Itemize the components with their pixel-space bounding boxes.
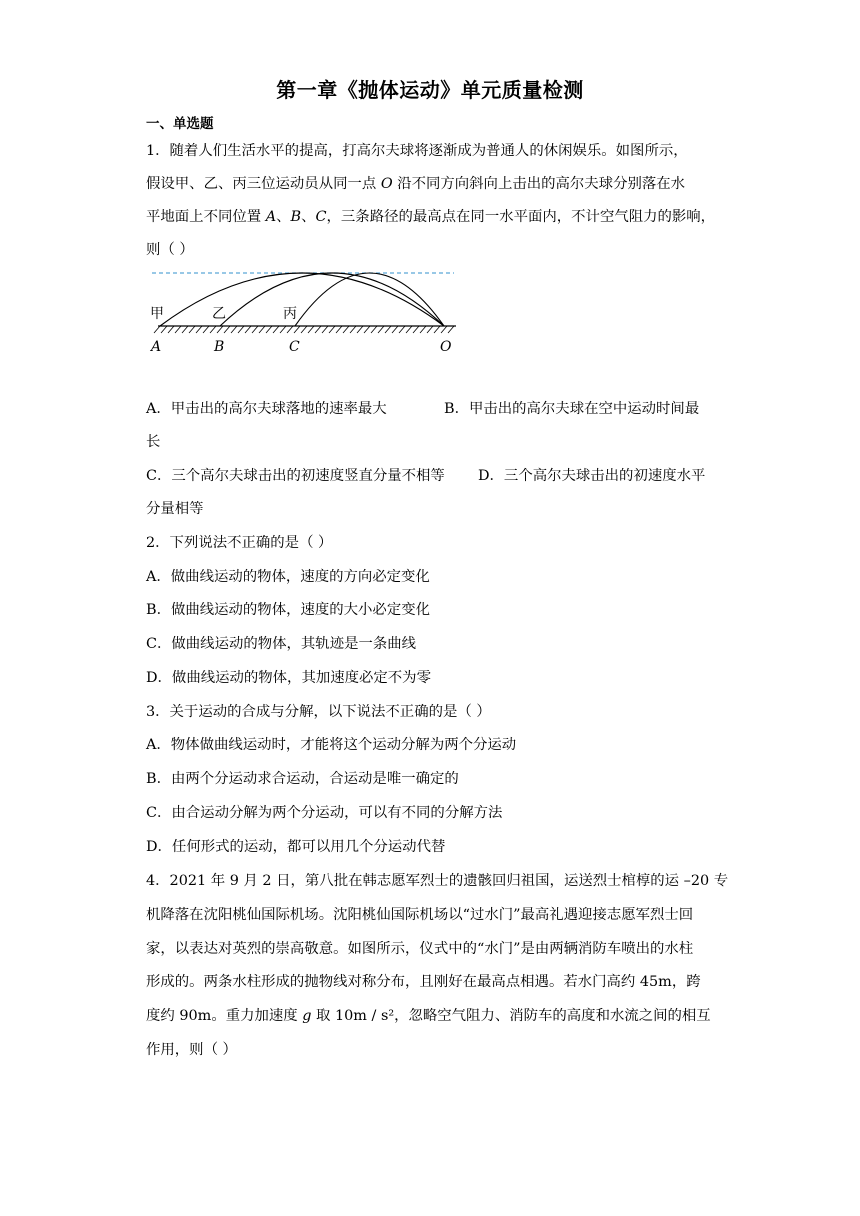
q2-stem: 2．下列说法不正确的是（ ） xyxy=(146,535,333,551)
q1-line-4: 则（ ） xyxy=(146,242,194,258)
point-variable: C xyxy=(315,209,327,225)
q1-option-c: C．三个高尔夫球击出的初速度竖直分量不相等 xyxy=(146,468,445,484)
q4-line-2: 机降落在沈阳桃仙国际机场。沈阳桃仙国际机场以“过水门”最高礼遇迎接志愿军烈士回 xyxy=(146,907,694,923)
q1-text: ，三条路径的最高点在同一水平面内，不计空气阻力的影响， xyxy=(326,209,716,225)
q3-option-d: D．任何形式的运动，都可以用几个分运动代替 xyxy=(146,839,446,855)
label-point-o: O xyxy=(440,339,452,355)
q4-line-3: 家，以表达对英烈的崇高敬意。如图所示，仪式中的“水门”是由两辆消防车喷出的水柱 xyxy=(146,941,694,957)
q2-option-c: C．做曲线运动的物体，其轨迹是一条曲线 xyxy=(146,636,417,652)
q1-line-1: 1．随着人们生活水平的提高，打高尔夫球将逐渐成为普通人的休闲娱乐。如图所示， xyxy=(146,143,688,159)
q1-text: 沿不同方向斜向上击出的高尔夫球分别落在水 xyxy=(392,176,686,192)
q1-option-b: B．甲击出的高尔夫球在空中运动时间最 xyxy=(444,401,700,417)
q4-line-6: 作用，则（ ） xyxy=(146,1042,237,1058)
label-bing: 丙 xyxy=(283,306,297,322)
q4-line-4: 形成的。两条水柱形成的抛物线对称分布，且刚好在最高点相遇。若水门高约 45m，跨 xyxy=(146,974,701,990)
q3-stem: 3．关于运动的合成与分解，以下说法不正确的是（ ） xyxy=(146,704,491,720)
label-point-b: B xyxy=(214,339,225,355)
q1-option-a: A．甲击出的高尔夫球落地的速率最大 xyxy=(146,401,387,417)
gravity-variable: g xyxy=(302,1008,312,1024)
ground-hatching xyxy=(154,326,454,333)
q1-option-d-cont: 分量相等 xyxy=(146,501,204,517)
point-variable: A xyxy=(265,209,277,225)
point-variable: B xyxy=(290,209,302,225)
trajectory-bing xyxy=(295,273,444,326)
q1-text: 平地面上不同位置 xyxy=(146,209,266,225)
q1-line-3: 平地面上不同位置 A、B、C，三条路径的最高点在同一水平面内，不计空气阻力的影响， xyxy=(146,209,716,225)
q1-option-d: D．三个高尔夫球击出的初速度水平 xyxy=(478,468,706,484)
page-title: 第一章《抛体运动》单元质量检测 xyxy=(276,78,584,102)
label-yi: 乙 xyxy=(212,306,226,322)
label-point-a: A xyxy=(151,339,162,355)
section-heading: 一、单选题 xyxy=(146,116,214,132)
q1-option-b-cont: 长 xyxy=(146,434,161,450)
q4-text: 度约 90m。重力加速度 xyxy=(146,1008,303,1024)
trajectory-yi xyxy=(220,273,444,326)
q2-option-b: B．做曲线运动的物体，速度的大小必定变化 xyxy=(146,602,430,618)
label-jia: 甲 xyxy=(150,306,164,322)
trajectory-figure xyxy=(140,262,470,358)
q3-option-b: B．由两个分运动求合运动，合运动是唯一确定的 xyxy=(146,771,459,787)
q4-line-5 xyxy=(146,1006,711,1026)
q4-text: 取 10m / s²，忽略空气阻力、消防车的高度和水流之间的相互 xyxy=(311,1008,711,1024)
q1-line-2 xyxy=(146,174,685,194)
trajectory-jia xyxy=(160,273,444,326)
point-variable: O xyxy=(380,176,393,192)
q4-line-1: 4．2021 年 9 月 2 日，第八批在韩志愿军烈士的遗骸回归祖国，运送烈士棺椁的运 –20 专 xyxy=(146,873,729,889)
label-point-c: C xyxy=(289,339,300,355)
q1-text: 假设甲、乙、丙三位运动员从同一点 xyxy=(146,176,381,192)
q3-option-a: A．物体做曲线运动时，才能将这个运动分解为两个分运动 xyxy=(146,737,517,753)
q3-option-c: C．由合运动分解为两个分运动，可以有不同的分解方法 xyxy=(146,805,503,821)
q2-option-d: D．做曲线运动的物体，其加速度必定不为零 xyxy=(146,670,431,686)
q2-option-a: A．做曲线运动的物体，速度的方向必定变化 xyxy=(146,569,430,585)
